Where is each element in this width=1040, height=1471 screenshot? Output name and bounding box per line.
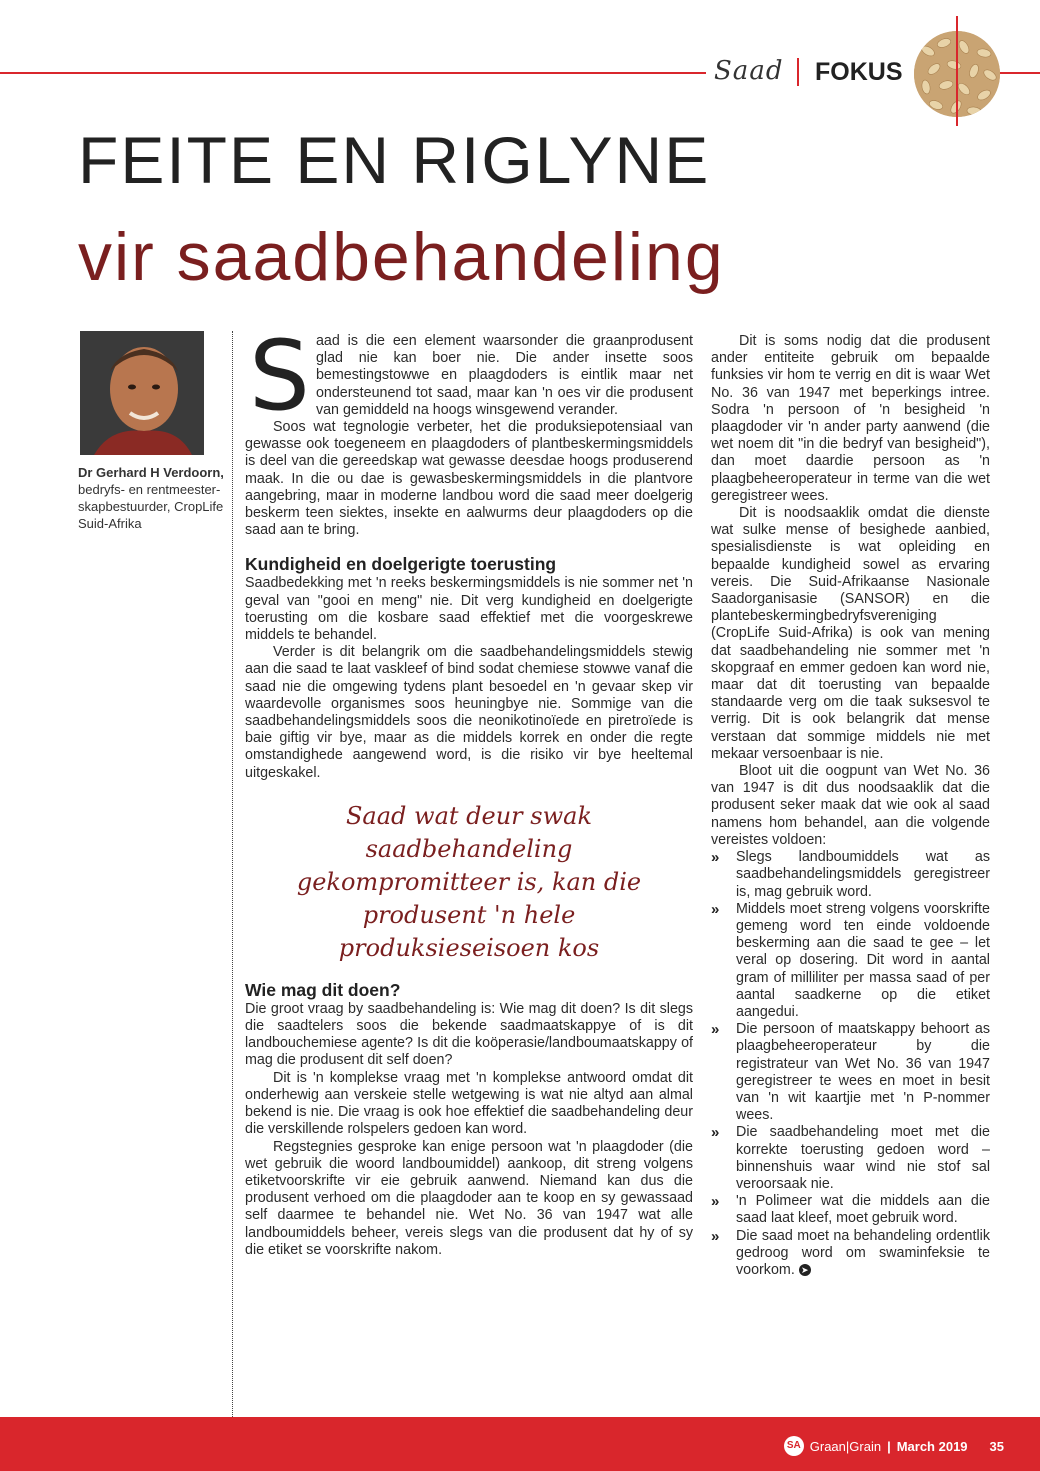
pull-quote: Saad wat deur swak saadbehandeling gekompromitteer is, kan die produsent 'n hele produksieseisoen kos [296,801,642,962]
intro-paragraph [245,320,693,432]
headline-line-2: vir saadbehandeling [78,219,725,295]
section-focus: FOKUS [815,58,903,86]
sa-graan-logo-icon: SA [784,1436,804,1456]
requirements-list [711,849,990,1279]
header-rule [0,72,706,74]
header-rule-right [1000,72,1040,74]
paragraph: Dit is noodsaaklik omdat die dienste wat sulke mense of besighede aanbied, spesialisdienste is wat opleiding en bepaalde kundigheid sowel as ervaring vereis. Die Suid-Afrikaanse Nasionale Saadorganisasie (SANSOR) en die plantebeskermingbedryfsvereniging (CropLife Suid-Afrika) is ook van mening dat saadbehandeling nie sommer met 'n skopgraaf en emmer gedoen kan word nie, maar dat dit toerusting van bepaalde standaarde verg om die taak suksesvol te verrig. Dit is ook belangrik dat mense verstaan dat sommige middels nie met mekaar versoenbaar is nie. [711,505,990,762]
header-crosshair [956,16,958,126]
footer-brand: Graan|Grain [809,1438,882,1454]
list-item: » Die saadbehandeling moet met die korrekte toerusting gedoen word – binnenshuis waar wind nie stof sal veroorsaak nie. [711,1124,990,1192]
list-item: » Die saad moet na behandeling ordentlik gedroog word om swaminfeksie te voorkom. ➤ [711,1227,990,1278]
chevron-bullet-icon: » [711,1193,720,1211]
column-divider [232,331,233,1417]
paragraph: Verder is dit belangrik om die saadbehandelingsmiddels stewig aan die saad te laat vaskleef of bind sodat chemiese stowwe vanaf die saad nie die omgewing tydens plant besoedel en 'n gevaar skep vir waardevolle organismes soos heuningbye nie. Sommige van die saadbehandelingsmiddels soos die neonikotinoïede en piretroïede is baie giftig vir bye, maar as die middels korrek en onder die regte omstandighede aangewend word, is die risiko vir bye heeltemal uitgeskakel. [245,644,693,781]
paragraph: Saadbedekking met 'n reeks beskermingsmiddels is nie sommer net 'n geval van "gooi en meng" nie. Dit verg kundigheid en doelgerigte toerusting om die kosbare saad effektief met die voorgeskrewe middels te behandel. [245,575,693,644]
footer-separator: | [887,1438,891,1454]
paragraph: Bloot uit die oogpunt van Wet No. 36 van 1947 is dit dus noodsaaklik dat die produsent seker maak dat wie ook al saad namens hom behandel, aan die volgende vereistes voldoen: [711,763,990,848]
section-label: Saad [714,56,784,86]
list-item: » Middels moet streng volgens voorskrifte gemeng word ten einde voldoende beskerming aan die saad te gee – let veral op dosering. Dit word in aantal gram of milliliter per massa saad of per aantal saadkerne op die etiket aangedui. [711,900,990,1020]
footer-date: March 2019 [896,1438,968,1454]
headline-line-1: FEITE EN RIGLYNE [78,123,711,197]
list-item: » Slegs landboumiddels wat as saadbehandelingsmiddels geregistreer is, mag gebruik word. [711,849,990,900]
article-column-2 [711,333,990,1279]
paragraph: Die groot vraag by saadbehandeling is: Wie mag dit doen? Is dit slegs die saadtelers soos die bekende saadmaatskappye of is dit landbouchemiese agente? Is dit die koöperasie/landboumaatskappy of mag die produsent dit self doen? [245,1000,693,1069]
continue-arrow-icon: ➤ [799,1264,811,1276]
subheading-expertise: Kundigheid en doelgerigte toerusting [245,554,557,575]
intro-text: aad is die een element waarsonder die graanprodusent glad nie kan boer nie. Die ander insette soos bemestingstowwe en plaagdoders is eintlik maar net ondersteunend tot saad, maar kan 'n oes vir die produsent van gemiddeld na hoogs winsgewend verander. [315,333,693,418]
paragraph: Regstegnies gesproke kan enige persoon wat 'n plaagdoder (die wet gebruik die woord landboumiddel) aankoop, dit streng volgens etiketvoorskrifte vir eie gebruik aanwend. Niemand kan dus die produsent verhoed om die plaagdoder aan te koop en sy gewassaad self daarmee te behandel nie. Wet No. 36 van 1947 wat alle landboumiddels beheer, vereis slegs van die produsent dat hy of sy die etiket se voorskrifte nakom. [245,1138,693,1258]
page-number: 35 [989,1438,1004,1454]
section-divider [797,58,799,86]
list-item: » Die persoon of maatskappy behoort as plaagbeheeroperateur by die registrateur van Wet No. 36 van 1947 geregistreer te wees en moet in besit van 'n wit kaartjie met 'n P-nommer wees. [711,1021,990,1124]
paragraph: Soos wat tegnologie verbeter, het die produksiepotensiaal van gewasse ook toegeneem en plaagdoders of plantbeskermingsmiddels is deel van die gereedskap wat gewasse deesdae hoogs produserend maak. In die ou dae is gewasbeskermingsmiddels in die plantvore aangebring, maar in moderne landbou word die saad meer doelgerig beskerm teen siektes, insekte en aalwurms deur plaagdoders op die saad aan te bring. [245,419,693,539]
chevron-bullet-icon: » [711,1227,720,1245]
paragraph: Dit is soms nodig dat die produsent ander entiteite gebruik om bepaalde funksies vir hom te verrig en dit is waar Wet No. 36 van 1947 met beperkings intree. Sodra 'n persoon of 'n besigheid 'n plaagdoder vir 'n ander party aanwend (die wet noem dit "in die bedryf van besigheid"), dan moet daardie persoon as 'n plaagbeheeroperateur in terme van die wet geregistreer wees. [711,333,990,504]
author-name: Dr Gerhard H Verdoorn, [78,465,224,480]
footer-info [784,1436,1004,1456]
chevron-bullet-icon: » [711,1021,720,1039]
list-item: » 'n Polimeer wat die middels aan die saad laat kleef, moet gebruik word. [711,1193,990,1227]
author-photo [80,331,204,455]
paragraph: Dit is 'n komplekse vraag met 'n komplekse antwoord omdat dit onderhewig aan verskeie stelle wetgewing is wat nie altyd aan almal bekend is nie. Die vraag is ook hoe effektief die saadbehandeling deur die verskillende rolspelers gedoen kan word. [245,1069,693,1138]
chevron-bullet-icon: » [711,1124,720,1142]
author-role: bedryfs- en rentmeester-skapbestuurder, CropLife Suid-Afrika [78,482,224,531]
author-credit [78,464,228,532]
chevron-bullet-icon: » [711,849,720,867]
article-column-1 [245,320,693,1259]
subheading-who: Wie mag dit doen? [245,979,401,1000]
chevron-bullet-icon: » [711,900,720,918]
drop-cap: S [249,320,310,432]
